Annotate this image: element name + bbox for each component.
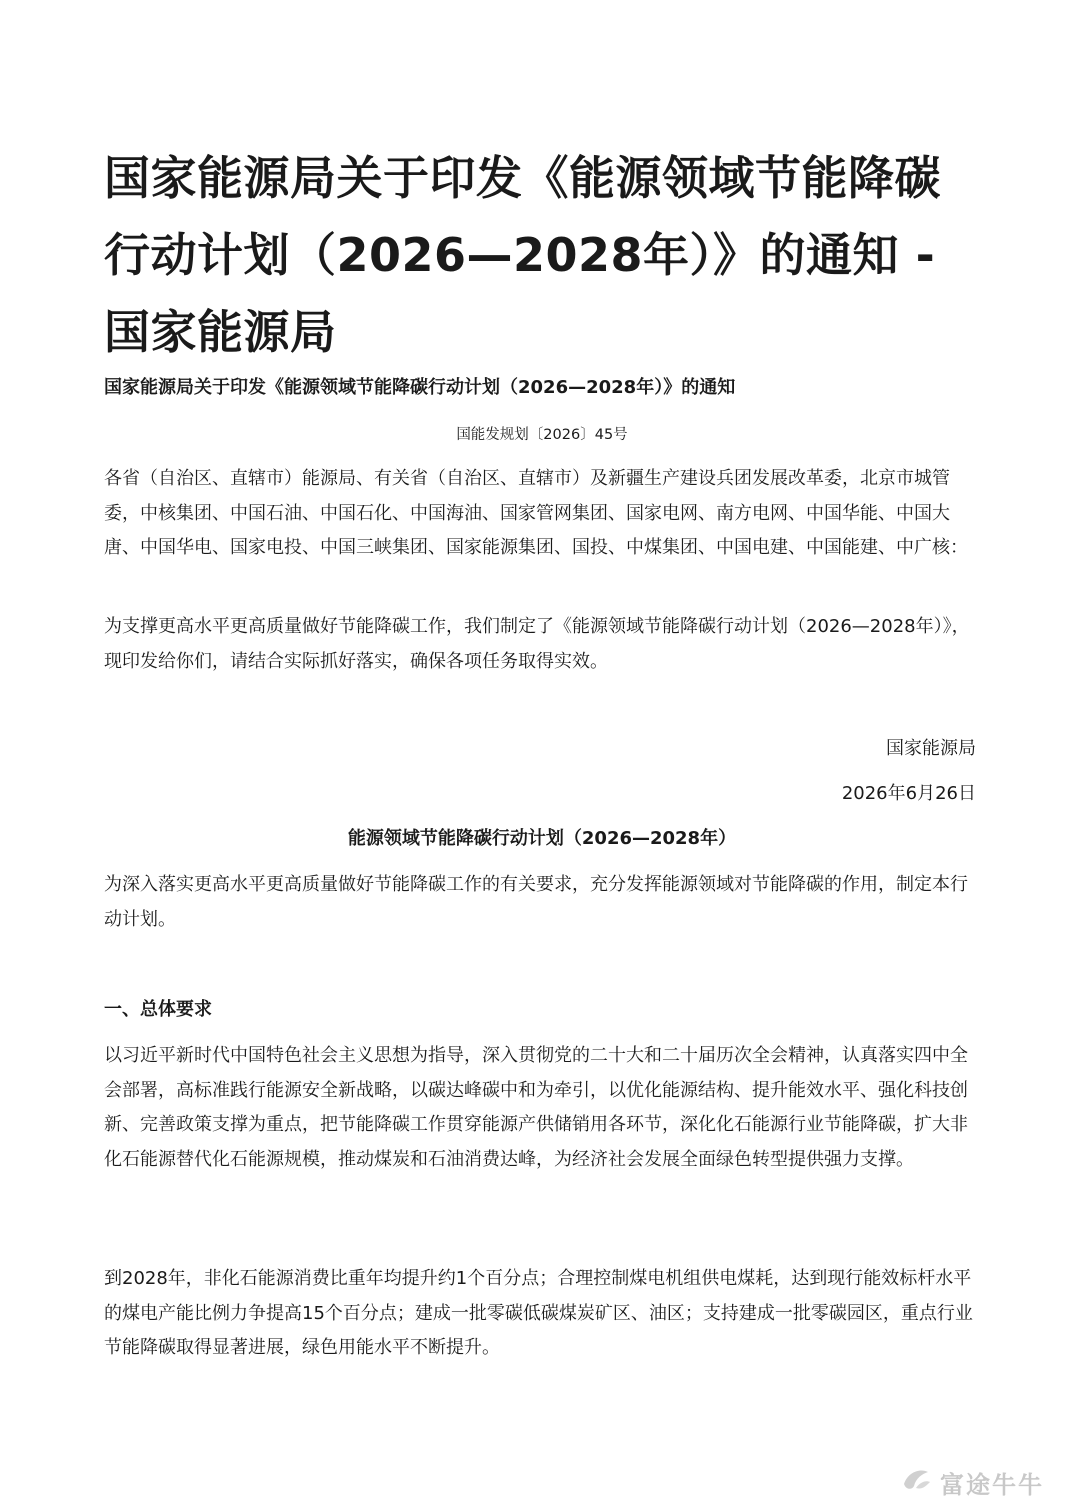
document-number: 国能发规划〔2026〕45号 (456, 427, 628, 443)
section-heading: 一、总体要求 (104, 999, 212, 1020)
futu-logo-icon (900, 1464, 932, 1500)
watermark (900, 1462, 1044, 1502)
page-title: 国家能源局关于印发《能源领域节能降碳行动计划（2026—2028年）》的通知 - 国家能源局 (104, 151, 941, 359)
section-paragraph-2: 到2028年，非化石能源消费比重年均提升约1个百分点；合理控制煤电机组供电煤耗，达到现行能效标杆水平的煤电产能比例力争提高15个百分点；建成一批零碳低碳煤炭矿区、油区；支持建成一批零碳园区，重点行业节能降碳取得显著进展，绿色用能水平不断提升。 (104, 1268, 973, 1358)
signature: 国家能源局 (886, 738, 976, 759)
issue-date: 2026年6月26日 (841, 783, 976, 804)
plan-intro-paragraph: 为深入落实更高水平更高质量做好节能降碳工作的有关要求，充分发挥能源领域对节能降碳的作用，制定本行动计划。 (104, 874, 968, 930)
recipients-paragraph: 各省（自治区、直辖市）能源局、有关省（自治区、直辖市）及新疆生产建设兵团发展改革委，北京市城管委，中核集团、中国石油、中国石化、中国海油、国家管网集团、国家电网、南方电网、中国华能、中国大唐、中国华电、国家电投、中国三峡集团、国家能源集团、国投、中煤集团、中国电建、中国能建、中广核： (104, 468, 968, 558)
intro-paragraph: 为支撑更高水平更高质量做好节能降碳工作，我们制定了《能源领域节能降碳行动计划（2026—2028年）》，现印发给你们，请结合实际抓好落实，确保各项任务取得实效。 (104, 616, 970, 672)
plan-title: 能源领域节能降碳行动计划（2026—2028年） (347, 828, 737, 849)
section-paragraph-1: 以习近平新时代中国特色社会主义思想为指导，深入贯彻党的二十大和二十届历次全会精神，认真落实四中全会部署，高标准践行能源安全新战略，以碳达峰碳中和为牵引，以优化能源结构、提升能效水平、强化科技创新、完善政策支撑为重点，把节能降碳工作贯穿能源产供储销用各环节，深化化石能源行业节能降碳，扩大非化石能源替代化石能源规模，推动煤炭和石油消费达峰，为经济社会发展全面绿色转型提供强力支撑。 (104, 1045, 968, 1170)
notice-title: 国家能源局关于印发《能源领域节能降碳行动计划（2026—2028年）》的通知 (104, 377, 736, 398)
watermark-text: 富途牛牛 (940, 1470, 1044, 1499)
